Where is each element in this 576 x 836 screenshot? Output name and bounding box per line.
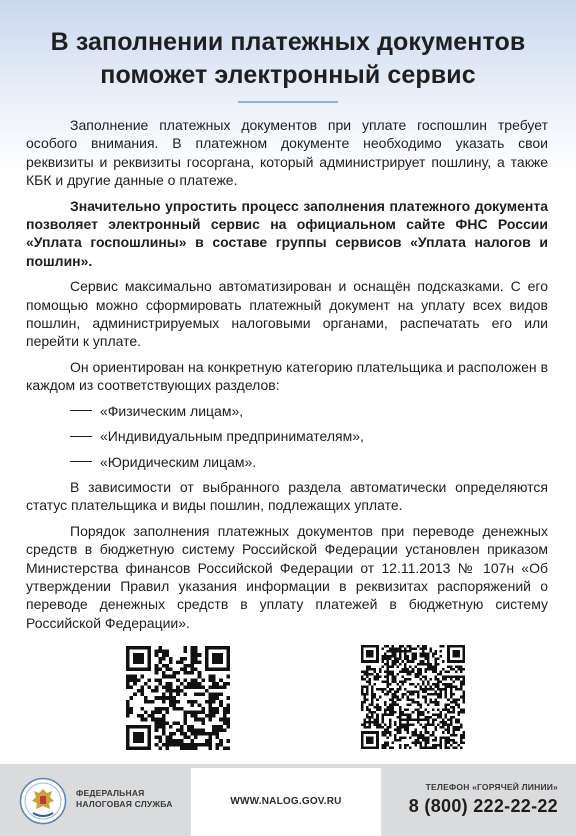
list-item — [26, 427, 548, 445]
website-panel — [191, 768, 381, 836]
paragraph-4: Он ориентирован на конкретную категорию плательщика и расположен в каждом из соответствующих разделов: — [26, 358, 548, 394]
article-body — [26, 116, 548, 639]
title-line-2: поможет электронный сервис — [100, 61, 476, 89]
fns-name — [76, 788, 173, 810]
paragraph-3: Сервис максимально автоматизирован и оснащён подсказками. С его помощью можно сформировать платежный документ на уплату всех видов пошлин, администрируемых налоговыми органами, распечатать его или перейти к уплате. — [26, 278, 548, 350]
dash-bullet — [70, 436, 92, 437]
page-title — [0, 26, 576, 92]
fns-name-line-2: НАЛОГОВАЯ СЛУЖБА — [76, 799, 173, 809]
list-item-text: «Физическим лицам», — [100, 402, 244, 419]
paragraph-5: В зависимости от выбранного раздела автоматически определяются статус плательщика и виды пошлин, подлежащих уплате. — [26, 478, 548, 514]
paragraph-1: Заполнение платежных документов при уплате госпошлин требует особого внимания. В платежном документе необходимо указать свои реквизиты и реквизиты госоргана, который администрирует пошлину, а также КБК и другие данные о платеже. — [26, 117, 548, 189]
title-divider — [238, 101, 338, 103]
hotline-label: ТЕЛЕФОН «ГОРЯЧЕЙ ЛИНИИ» — [425, 782, 558, 792]
fns-emblem-icon — [19, 777, 67, 825]
website-link[interactable]: WWW.NALOG.GOV.RU — [230, 796, 342, 807]
hotline-block — [391, 764, 576, 836]
qr-code-icon[interactable] — [361, 645, 465, 749]
title-line-1: В заполнении платежных документов — [50, 28, 526, 56]
list-item-text: «Индивидуальным предпринимателям», — [100, 428, 364, 445]
list-item — [26, 402, 548, 420]
list-item-text: «Юридическим лицам». — [100, 453, 257, 470]
footer-bar — [0, 764, 576, 836]
fns-logo-block[interactable] — [0, 764, 184, 836]
dash-bullet — [70, 410, 92, 411]
dash-bullet — [70, 461, 92, 462]
paragraph-2-bold: Значительно упростить процесс заполнения платежного документа позволяет электронный сервис на официальном сайте ФНС России «Уплата госпошлины» в составе группы сервисов «Уплата налогов и пошлин». — [26, 197, 548, 269]
paragraph-6: Порядок заполнения платежных документов при переводе денежных средств в бюджетную систему Российской Федерации установлен приказом Министерства финансов Российской Федерации от 12.11.2013 № 107н «Об утверждении Правил указания информации в реквизитах распоряжений о переводе денежных средств в уплату платежей в бюджетную систему Российской Федерации». — [26, 522, 548, 631]
fns-name-line-1: ФЕДЕРАЛЬНАЯ — [76, 788, 145, 798]
list-item — [26, 453, 548, 471]
qr-code-icon[interactable] — [126, 646, 230, 750]
hotline-phone[interactable]: 8 (800) 222-22-22 — [408, 796, 558, 816]
